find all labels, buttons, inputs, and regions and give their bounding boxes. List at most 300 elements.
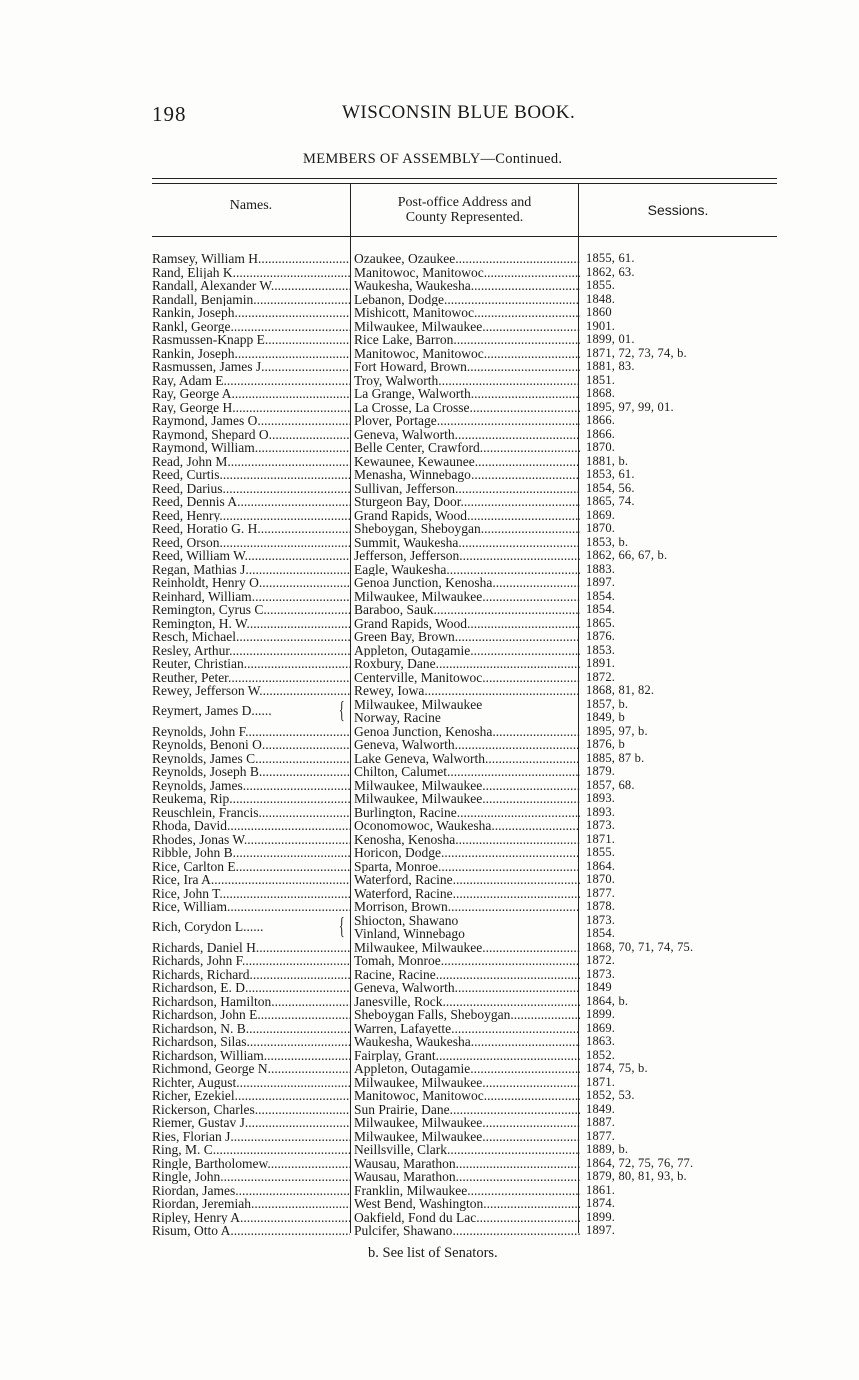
member-name-text: Reed, Dennis A	[152, 495, 238, 509]
member-name-text: Reed, William W	[152, 549, 245, 563]
member-address	[354, 725, 580, 739]
member-name	[152, 873, 350, 887]
member-name-text: Richardson, John E	[152, 1008, 258, 1022]
member-address	[354, 603, 580, 617]
member-name-text: Ringle, John	[152, 1170, 221, 1184]
member-address	[354, 779, 580, 793]
member-name	[152, 549, 350, 563]
member-name-text: Richter, August	[152, 1075, 237, 1089]
table-row	[152, 549, 777, 563]
member-name	[152, 279, 350, 293]
member-address-text: Sun Prairie, Dane	[354, 1102, 450, 1116]
member-name-text: Resch, Michael	[152, 630, 236, 644]
member-address-text: Wausau, Marathon	[354, 1170, 456, 1184]
leader-dots: ......	[243, 919, 264, 935]
member-name	[152, 495, 350, 509]
table-row	[152, 509, 777, 523]
member-name	[152, 1049, 350, 1063]
member-sessions: 1870.	[586, 872, 616, 886]
member-address	[354, 887, 580, 901]
header-address-line2: County Represented.	[405, 210, 524, 225]
member-address-text: Fairplay, Grant	[354, 1048, 436, 1062]
member-address-line: Norway, Racine	[354, 711, 441, 725]
member-address	[354, 1089, 580, 1103]
member-address-text: Neillsville, Clark	[354, 1143, 447, 1157]
member-name-text: Read, John M.	[152, 454, 231, 468]
member-sessions: 1899.	[586, 1007, 616, 1021]
member-address	[354, 738, 580, 752]
member-name-text: Ray, George H	[152, 400, 233, 414]
member-name	[152, 563, 350, 577]
member-sessions-line: 1854.	[586, 927, 616, 940]
member-sessions: 1863.	[586, 1034, 616, 1048]
table-row	[152, 1116, 777, 1130]
member-name-text: Ringle, Bartholomew	[152, 1156, 268, 1170]
member-address-text: Summit, Waukesha	[354, 535, 459, 549]
table-row	[152, 914, 777, 941]
member-address-text: Wausau, Marathon	[354, 1156, 456, 1170]
member-address-text: Manitowoc, Manitowoc	[354, 1089, 484, 1103]
member-name-text: Randall, Alexander W	[152, 279, 271, 293]
table-row	[152, 1211, 777, 1225]
member-name	[152, 576, 350, 590]
header-rule	[152, 236, 777, 237]
member-address-text: Baraboo, Sauk	[354, 603, 434, 617]
member-name-text: Remington, Cyrus C	[152, 603, 264, 617]
leader-dots: ......	[251, 703, 272, 719]
member-address-text: Troy, Walworth	[354, 373, 439, 387]
member-address-text: Chilton, Calumet	[354, 765, 447, 779]
member-sessions: 1871.	[586, 1074, 616, 1089]
member-name	[152, 1062, 350, 1076]
member-address-text: Sullivan, Jefferson	[354, 481, 455, 495]
member-name	[152, 995, 350, 1009]
book-title: WISCONSIN BLUE BOOK.	[342, 102, 576, 123]
member-sessions: 1864, b.	[586, 993, 629, 1008]
header-sessions: Sessions.	[647, 202, 709, 218]
member-name	[152, 981, 350, 995]
member-address-text: La Crosse, La Crosse	[354, 400, 470, 414]
member-name-text: Rankl, George	[152, 319, 231, 333]
member-address	[354, 306, 580, 320]
table-row	[152, 833, 777, 847]
table-row	[152, 1035, 777, 1049]
member-sessions: 1870.	[586, 440, 616, 454]
table-row	[152, 252, 777, 266]
member-address	[354, 981, 580, 995]
member-address-text: Manitowoc, Manitowoc	[354, 265, 484, 279]
header-names: Names.	[229, 198, 273, 213]
member-sessions: 1854.	[586, 602, 616, 616]
member-sessions: 1864, 72, 75, 76, 77.	[586, 1155, 694, 1170]
member-address	[354, 333, 580, 347]
table-row	[152, 1062, 777, 1076]
member-address	[354, 617, 580, 631]
table-row	[152, 1197, 777, 1211]
member-address	[354, 495, 580, 509]
member-address	[354, 1103, 580, 1117]
member-address-text: Grand Rapids, Wood	[354, 508, 468, 522]
table-row	[152, 1049, 777, 1063]
member-address	[354, 347, 580, 361]
member-address	[354, 509, 580, 523]
table-row	[152, 1157, 777, 1171]
member-sessions: 1879, 80, 81, 93, b.	[586, 1169, 687, 1183]
member-name-text: Richardson, Hamilton	[152, 994, 272, 1008]
member-address-text: Pulcifer, Shawano	[354, 1224, 453, 1238]
table-row	[152, 1224, 777, 1238]
table-row	[152, 374, 777, 388]
member-sessions: 1864.	[586, 858, 616, 873]
member-address-text: Milwaukee, Milwaukee	[354, 319, 483, 333]
member-name	[152, 603, 350, 617]
member-name	[152, 792, 350, 806]
member-sessions: 1879.	[586, 764, 616, 778]
member-name	[152, 266, 350, 280]
member-address	[354, 1062, 580, 1076]
member-sessions: 1868.	[586, 386, 616, 400]
table-row	[152, 414, 777, 428]
member-name	[152, 833, 350, 847]
table-row	[152, 522, 777, 536]
member-address-text: Sturgeon Bay, Door	[354, 495, 461, 509]
member-sessions: 1871, 72, 73, 74, b.	[586, 345, 687, 360]
member-name	[152, 1157, 350, 1171]
member-sessions: 1897.	[586, 1223, 616, 1237]
member-name	[152, 374, 350, 388]
member-name-text: Risum, Otto A	[152, 1224, 231, 1238]
member-name-text: Rasmussen, James J	[152, 360, 262, 374]
member-address	[354, 698, 580, 725]
member-sessions: 1881, b.	[586, 453, 629, 468]
member-name	[152, 1035, 350, 1049]
member-name-text: Reynolds, John F	[152, 724, 246, 738]
member-address-text: Rewey, Iowa	[354, 684, 425, 698]
member-address	[354, 414, 580, 428]
member-sessions: 1872.	[586, 953, 616, 967]
table-row	[152, 455, 777, 469]
member-name	[152, 779, 350, 793]
member-sessions: 1873.	[586, 818, 616, 832]
member-name	[152, 306, 350, 320]
member-address	[354, 374, 580, 388]
member-sessions: 1895, 97, b.	[586, 723, 648, 738]
member-address-text: Fort Howard, Brown	[354, 360, 467, 374]
member-address	[354, 468, 580, 482]
table-row	[152, 738, 777, 752]
member-sessions: 1899, 01.	[586, 332, 635, 346]
table-subtitle: MEMBERS OF ASSEMBLY—Continued.	[303, 151, 563, 167]
member-name	[152, 536, 350, 550]
brace-mark: {	[339, 913, 346, 940]
member-sessions: 1871.	[586, 831, 616, 846]
member-name-text: Randall, Benjamin	[152, 292, 254, 306]
member-address	[354, 792, 580, 806]
member-name-text: Reuther, Peter	[152, 670, 228, 684]
member-name-text: Rewey, Jefferson W	[152, 684, 260, 698]
member-sessions-line: 1857, b.	[586, 697, 629, 711]
member-name-text: Rhoda, David	[152, 819, 227, 833]
member-sessions: 1855, 61.	[586, 251, 635, 265]
member-name-text: Richardson, E. D	[152, 981, 245, 995]
member-sessions: 1857, 68.	[586, 777, 635, 792]
member-name	[152, 1130, 350, 1144]
table-row	[152, 819, 777, 833]
member-sessions: 1883.	[586, 561, 616, 576]
member-name-text: Reynolds, James	[152, 778, 243, 792]
table-row	[152, 1103, 777, 1117]
member-name	[152, 657, 350, 671]
table-row	[152, 806, 777, 820]
member-name-text: Richardson, Silas	[152, 1035, 247, 1049]
top-rule-thin	[152, 183, 777, 184]
member-name	[152, 1008, 350, 1022]
member-sessions: 1848.	[586, 291, 616, 306]
member-address-text: Tomah, Monroe	[354, 954, 441, 968]
member-address	[354, 279, 580, 293]
member-name	[152, 684, 350, 698]
member-address	[354, 1197, 580, 1211]
member-address	[354, 860, 580, 874]
table-row	[152, 671, 777, 685]
member-sessions: 1860	[586, 305, 612, 319]
member-address-text: Green Bay, Brown	[354, 630, 455, 644]
member-sessions: 1885, 87 b.	[586, 750, 645, 765]
member-sessions: 1853.	[586, 642, 616, 657]
member-address	[354, 360, 580, 374]
member-address-text: Geneva, Walworth	[354, 738, 455, 752]
member-name-text: Richards, John F	[152, 954, 243, 968]
member-address-text: Sheboygan, Sheboygan	[354, 522, 481, 536]
member-address-text: Centerville, Manitowoc	[354, 670, 483, 684]
member-address	[354, 590, 580, 604]
member-address	[354, 455, 580, 469]
member-name	[152, 1224, 350, 1238]
member-name-text: Reynolds, Benoni O	[152, 738, 262, 752]
table-row	[152, 536, 777, 550]
member-address	[354, 1130, 580, 1144]
member-name	[152, 738, 350, 752]
member-sessions: 1881, 83.	[586, 359, 635, 373]
member-name-text: Reed, Darius	[152, 481, 223, 495]
member-address-text: Oconomowoc, Waukesha	[354, 819, 492, 833]
table-row	[152, 401, 777, 415]
table-row	[152, 293, 777, 307]
member-name	[152, 1076, 350, 1090]
member-address	[354, 252, 580, 266]
member-name-text: Ripley, Henry A	[152, 1210, 240, 1224]
member-sessions	[586, 698, 628, 725]
member-address-text: Janesville, Rock	[354, 994, 443, 1008]
member-name-text: Ramsey, William H	[152, 252, 258, 266]
table-row	[152, 995, 777, 1009]
member-name	[152, 1103, 350, 1117]
member-sessions: 1862, 63.	[586, 264, 635, 279]
member-address	[354, 1008, 580, 1022]
member-name-text: Reed, Horatio G. H	[152, 522, 258, 536]
table-row	[152, 1089, 777, 1103]
member-name	[152, 360, 350, 374]
member-name-text: Ray, George A	[152, 387, 232, 401]
table-row	[152, 981, 777, 995]
table-row	[152, 617, 777, 631]
member-name-text: Reinhard, William	[152, 589, 252, 603]
member-name-text: Rice, William	[152, 900, 227, 914]
member-sessions-line: 1873.	[586, 913, 616, 927]
member-name-text: Raymond, James O	[152, 414, 258, 428]
member-address	[354, 819, 580, 833]
table-row	[152, 1022, 777, 1036]
table-row	[152, 860, 777, 874]
table-row	[152, 725, 777, 739]
member-address	[354, 752, 580, 766]
member-sessions: 1854.	[586, 588, 616, 603]
table-row	[152, 576, 777, 590]
member-name	[152, 914, 350, 941]
member-name-text: Richards, Richard	[152, 967, 250, 981]
member-address	[354, 954, 580, 968]
member-name-text: Reed, Curtis	[152, 468, 220, 482]
member-name	[152, 671, 350, 685]
member-address	[354, 401, 580, 415]
member-address-text: Grand Rapids, Wood	[354, 616, 468, 630]
member-name	[152, 414, 350, 428]
table-row	[152, 1130, 777, 1144]
member-address-text: La Grange, Walworth	[354, 387, 471, 401]
member-name-text: Raymond, Shepard O	[152, 427, 269, 441]
member-name	[152, 590, 350, 604]
member-address-text: Mishicott, Manitowoc	[354, 306, 474, 320]
member-name-text: Rasmussen-Knapp E	[152, 333, 265, 347]
member-address-text: Ozaukee, Ozaukee	[354, 252, 456, 266]
member-name	[152, 293, 350, 307]
header-address	[351, 195, 578, 225]
member-address-line: Shiocton, Shawano	[354, 913, 459, 927]
member-name	[152, 387, 350, 401]
member-sessions: 1872.	[586, 669, 616, 684]
member-address-text: Milwaukee, Milwaukee	[354, 1075, 483, 1089]
member-name	[152, 1089, 350, 1103]
member-sessions: 1852, 53.	[586, 1088, 635, 1102]
member-sessions: 1893.	[586, 804, 616, 819]
member-address	[354, 441, 580, 455]
member-sessions: 1876, b	[586, 737, 625, 751]
member-address	[354, 846, 580, 860]
member-address-text: Milwaukee, Milwaukee	[354, 589, 483, 603]
member-name	[152, 968, 350, 982]
member-address-text: Kewaunee, Kewaunee	[354, 454, 475, 468]
member-sessions: 1878.	[586, 899, 616, 913]
table-row	[152, 428, 777, 442]
member-name-text: Rankin, Joseph	[152, 306, 235, 320]
footnote: b. See list of Senators.	[368, 1245, 498, 1261]
member-address-text: Oakfield, Fond du Lac	[354, 1210, 477, 1224]
member-address	[354, 765, 580, 779]
member-name	[152, 320, 350, 334]
member-name	[152, 900, 350, 914]
member-address	[354, 968, 580, 982]
member-address	[354, 1022, 580, 1036]
table-row	[152, 333, 777, 347]
member-address-text: Milwaukee, Milwaukee	[354, 1116, 483, 1130]
member-name	[152, 954, 350, 968]
member-sessions: 1866.	[586, 413, 616, 427]
member-address	[354, 684, 580, 698]
member-address	[354, 428, 580, 442]
member-address-text: Geneva, Walworth	[354, 427, 455, 441]
member-address-text: Plover, Portage	[354, 414, 437, 428]
member-name	[152, 806, 350, 820]
member-name	[152, 725, 350, 739]
member-name-text: Reynolds, James C	[152, 751, 256, 765]
member-name-text: Reymert, James D	[152, 703, 252, 719]
table-row	[152, 1076, 777, 1090]
member-name-text: Reed, Henry	[152, 508, 220, 522]
member-address-text: Sparta, Monroe	[354, 859, 438, 873]
member-address-text: Menasha, Winnebago	[354, 468, 471, 482]
member-name	[152, 644, 350, 658]
member-address-text: Racine, Racine	[354, 967, 436, 981]
table-row	[152, 846, 777, 860]
member-name	[152, 1197, 350, 1211]
member-name-text: Richards, Daniel H	[152, 940, 256, 954]
member-address	[354, 1076, 580, 1090]
member-address-text: Milwaukee, Milwaukee	[354, 778, 483, 792]
member-name	[152, 698, 350, 725]
member-address	[354, 1170, 580, 1184]
member-address	[354, 549, 580, 563]
member-address-text: Warren, Lafayette	[354, 1021, 452, 1035]
member-address-text: Sheboygan Falls, Sheboygan	[354, 1008, 511, 1022]
member-address-text: Burlington, Racine	[354, 805, 457, 819]
member-address-text: West Bend, Washington	[354, 1197, 484, 1211]
member-sessions: 1852.	[586, 1047, 616, 1062]
member-name	[152, 252, 350, 266]
table-row	[152, 360, 777, 374]
member-name-text: Rickerson, Charles	[152, 1102, 255, 1116]
member-address	[354, 320, 580, 334]
member-sessions: 1895, 97, 99, 01.	[586, 399, 674, 414]
member-address	[354, 1035, 580, 1049]
member-address	[354, 1049, 580, 1063]
member-name	[152, 441, 350, 455]
table-row	[152, 684, 777, 698]
table-row	[152, 1170, 777, 1184]
member-sessions: 1862, 66, 67, b.	[586, 548, 668, 562]
member-sessions: 1891.	[586, 656, 616, 670]
member-sessions: 1849	[586, 980, 612, 994]
member-address	[354, 644, 580, 658]
member-sessions: 1855.	[586, 845, 616, 859]
member-sessions: 1861.	[586, 1182, 616, 1197]
member-name	[152, 860, 350, 874]
member-sessions: 1869.	[586, 1020, 616, 1035]
table-row	[152, 887, 777, 901]
member-name-text: Reed, Orson	[152, 535, 220, 549]
member-address-text: Appleton, Outagamie	[354, 643, 471, 657]
member-address-text: Waterford, Racine	[354, 886, 453, 900]
table-row	[152, 590, 777, 604]
member-address-text: Manitowoc, Manitowoc	[354, 346, 484, 360]
member-address	[354, 1211, 580, 1225]
member-address-text: Lake Geneva, Walworth	[354, 751, 485, 765]
member-sessions: 1901.	[586, 318, 616, 333]
table-row	[152, 441, 777, 455]
member-address	[354, 1157, 580, 1171]
table-row	[152, 644, 777, 658]
member-sessions: 1868, 70, 71, 74, 75.	[586, 939, 694, 954]
member-address-text: Genoa Junction, Kenosha	[354, 724, 493, 738]
